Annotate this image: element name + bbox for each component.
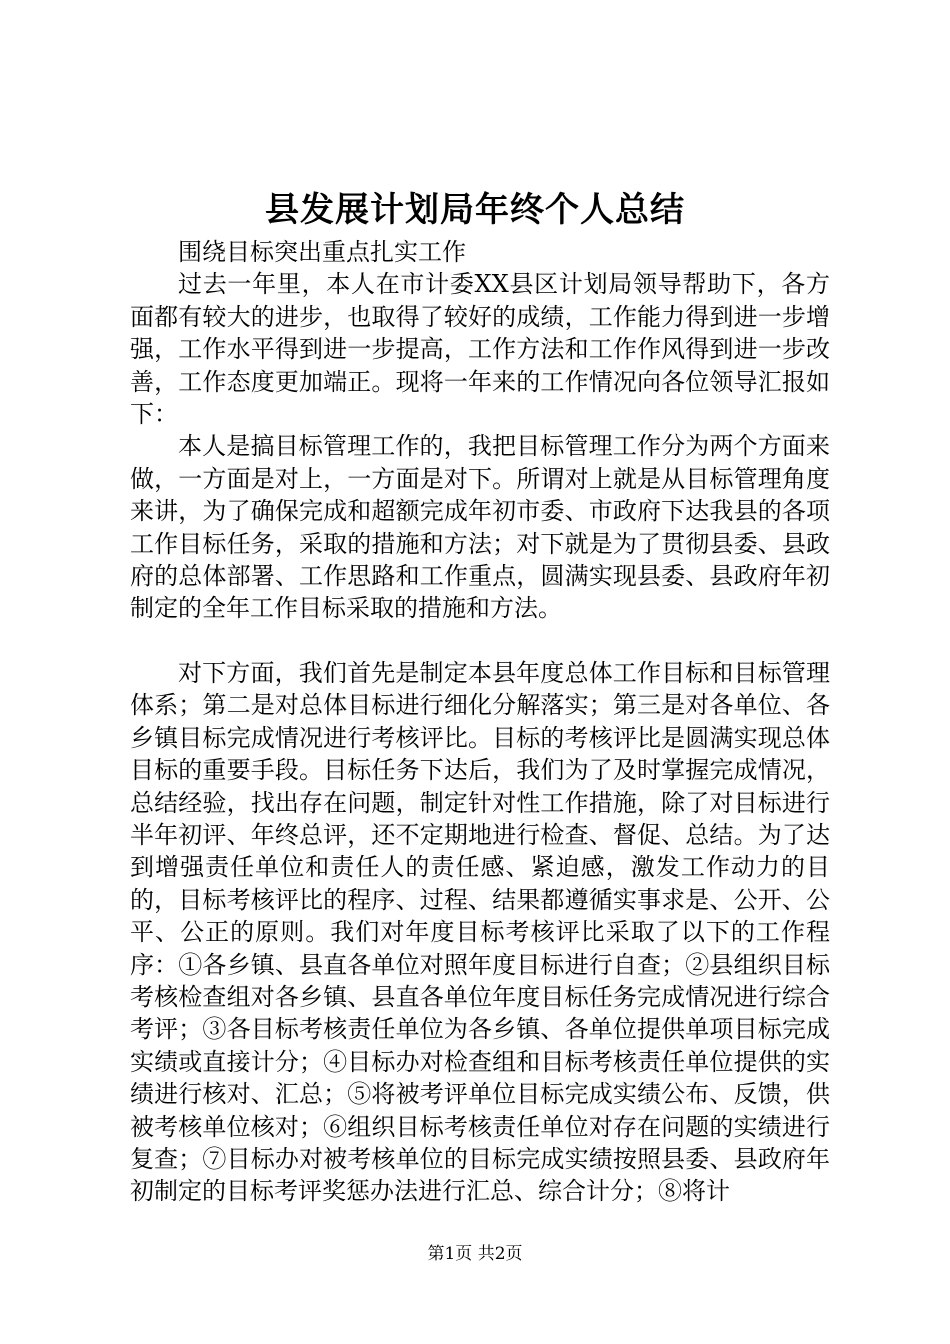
document-subtitle: 围绕目标突出重点扎实工作 bbox=[178, 238, 466, 266]
paragraph-downward-work: 对下方面，我们首先是制定本县年度总体工作目标和目标管理体系；第二是对总体目标进行细化分解落实；第三是对各单位、各乡镇目标完成情况进行考核评比。目标的考核评比是圆满实现总体目标的重要手段。目标任务下达后，我们为了及时掌握完成情况，总结经验，找出存在问题，制定针对性工作措施，除了对目标进行半年初评、年终总评，还不定期地进行检查、督促、总结。为了达到增强责任单位和责任人的责任感、紧迫感，激发工作动力的目的，目标考核评比的程序、过程、结果都遵循实事求是、公开、公平、公正的原则。我们对年度目标考核评比采取了以下的工作程序：①各乡镇、县直各单位对照年度目标进行自查；②县组织目标考核检查组对各乡镇、县直各单位年度目标任务完成情况进行综合考评；③各目标考核责任单位为各乡镇、各单位提供单项目标完成实绩或直接计分；④目标办对检查组和目标考核责任单位提供的实绩进行核对、汇总；⑤将被考评单位目标完成实绩公布、反馈，供被考核单位核对；⑥组织目标考核责任单位对存在问题的实绩进行复查；⑦目标办对被考核单位的目标完成实绩按照县委、县政府年初制定的目标考评奖惩办法进行汇总、综合计分；⑧将计 bbox=[130, 658, 830, 1206]
document-body bbox=[130, 236, 830, 1208]
page-number: 第1页 共2页 bbox=[427, 1244, 523, 1264]
paragraph-intro: 过去一年里，本人在市计委XX县区计划局领导帮助下，各方面都有较大的进步，也取得了较好的成绩，工作能力得到进一步增强，工作水平得到进一步提高，工作方法和工作作风得到进一步改善，工作态度更加端正。现将一年来的工作情况向各位领导汇报如下： bbox=[130, 270, 830, 429]
page-title: 县发展计划局年终个人总结 bbox=[265, 190, 685, 230]
paragraph-management-overview: 本人是搞目标管理工作的，我把目标管理工作分为两个方面来做，一方面是对上，一方面是对下。所谓对上就是从目标管理角度来讲，为了确保完成和超额完成年初市委、市政府下达我县的各项工作目标任务，采取的措施和方法；对下就是为了贯彻县委、县政府的总体部署、工作思路和工作重点，圆满实现县委、县政府年初制定的全年工作目标采取的措施和方法。 bbox=[130, 432, 830, 623]
